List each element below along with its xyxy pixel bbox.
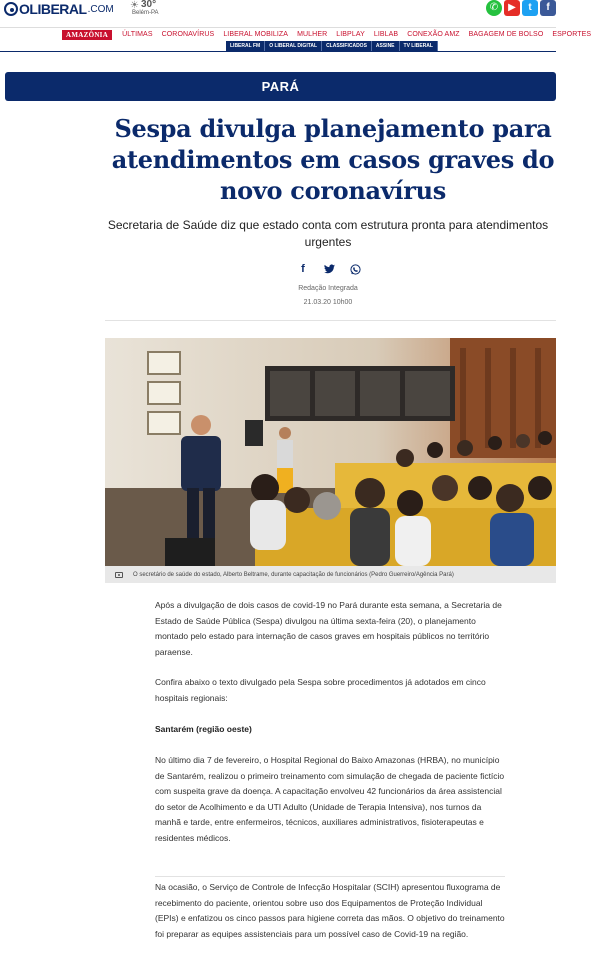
article-paragraph: Após a divulgação de dois casos de covid-19 no Pará durante esta semana, a Secretaria de Estado de Saúde Pública (Sespa) divulgou na última sexta-feira (20), o planejamento montado pelo estado para internação de casos graves em hospitais públicos no território paraense. — [155, 600, 502, 657]
nav-sub-o-liberal-digital[interactable]: O LIBERAL DIGITAL — [265, 41, 322, 51]
twitter-share-icon[interactable] — [322, 262, 336, 276]
social-links — [486, 0, 556, 16]
weather-sun-icon: ☀ — [130, 0, 139, 11]
weather-temp: 30° — [141, 0, 157, 10]
weather-city: Belém-PA — [132, 10, 159, 16]
nav-sub-liberal-fm[interactable]: LIBERAL FM — [226, 41, 265, 51]
amazonia-brand-link[interactable]: AMAZÔNIA — [62, 30, 112, 40]
nav-item-conexao-amz[interactable]: CONEXÃO AMZ — [407, 31, 460, 38]
site-logo[interactable] — [4, 1, 114, 17]
nav-sub-tv-liberal[interactable]: TV LIBERAL — [400, 41, 438, 51]
section-banner[interactable] — [5, 72, 556, 101]
article-author: Redação Integrada — [298, 285, 358, 292]
nav-divider — [0, 27, 556, 28]
nav-item-bagagem-de-bolso[interactable]: BAGAGEM DE BOLSO — [468, 31, 544, 38]
nav-item-liblab[interactable]: LIBLAB — [373, 31, 399, 38]
content-divider — [155, 876, 505, 877]
nav-sub-assine[interactable]: ASSINE — [372, 41, 400, 51]
article-subtitle: Secretaria de Saúde diz que estado conta com estrutura pronta para atendimentos urgentes — [107, 218, 549, 249]
youtube-icon[interactable]: ▶ — [504, 0, 520, 16]
whatsapp-icon[interactable]: ✆ — [486, 0, 502, 16]
article-headline: Sespa divulga planejamento para atendimentos em casos graves do novo coronavírus — [111, 114, 555, 205]
photo-illustration — [105, 338, 556, 566]
logo-text: OLIBERAL — [19, 1, 87, 17]
section-title: PARÁ — [261, 79, 300, 94]
facebook-icon[interactable]: f — [540, 0, 556, 16]
article-date: 21.03.20 10h00 — [303, 299, 353, 306]
nav-item-mulher[interactable]: MULHER — [297, 31, 328, 38]
photo-caption — [105, 566, 556, 583]
article-paragraph: No último dia 7 de fevereiro, o Hospital Regional do Baixo Amazonas (HRBA), no município de Santarém, realizou o primeiro treinamento com simulação de chegada de paciente fictício com suspeita grave da doença. A capacitação envolveu 42 funcionários da área assistencial do setor de Acolhimento e da UTI Adulto (Unidade de Terapia Intensiva), nos turnos da manhã e tarde, entre enfermeiros, técnicos, auxiliares administrativos, fisioterapeutas e residentes médicos. — [155, 755, 505, 843]
nav-item-ultimas[interactable]: ÚLTIMAS — [122, 31, 153, 38]
article-paragraph: Na ocasião, o Serviço de Controle de Infecção Hospitalar (SCIH) apresentou fluxograma de recebimento do paciente, orientou sobre uso dos Equipamentos de Proteção Individual (EPIs) e enfatizou os cinco passos para higiene correta das mãos. O objetivo do treinamento foi preparar as equipes assistenciais para um possível caso de Covid-19 na região. — [155, 882, 505, 939]
nav-sub-classificados[interactable]: CLASSIFICADOS — [322, 41, 372, 51]
nav-item-coronavirus[interactable]: CORONAVÍRUS — [161, 31, 215, 38]
nav-item-libplay[interactable]: LIBPLAY — [336, 31, 365, 38]
nav-item-esportes[interactable]: ESPORTES — [552, 31, 592, 38]
main-nav — [62, 29, 600, 40]
whatsapp-share-icon[interactable] — [348, 262, 362, 276]
share-bar — [296, 262, 362, 276]
camera-icon — [115, 572, 123, 578]
article-subheading: Santarém (região oeste) — [155, 724, 252, 734]
logo-suffix: .COM — [87, 3, 114, 15]
nav-item-liberal-mobiliza[interactable]: LIBERAL MOBILIZA — [223, 31, 289, 38]
header-divider — [105, 320, 556, 321]
secondary-nav-bar — [0, 51, 556, 52]
twitter-icon[interactable]: t — [522, 0, 538, 16]
article-photo[interactable] — [105, 338, 556, 566]
secondary-nav — [0, 41, 556, 51]
logo-mark-icon — [4, 2, 18, 16]
facebook-share-icon[interactable]: f — [301, 263, 305, 275]
top-header — [0, 0, 556, 20]
weather-widget — [130, 0, 170, 20]
article-paragraph: Confira abaixo o texto divulgado pela Sespa sobre procedimentos já adotados em cinco hospitais regionais: — [155, 677, 486, 703]
caption-text: O secretário de saúde do estado, Alberto Beltrame, durante capacitação de funcionários (Pedro Guerreiro/Agência Pará) — [133, 571, 454, 578]
